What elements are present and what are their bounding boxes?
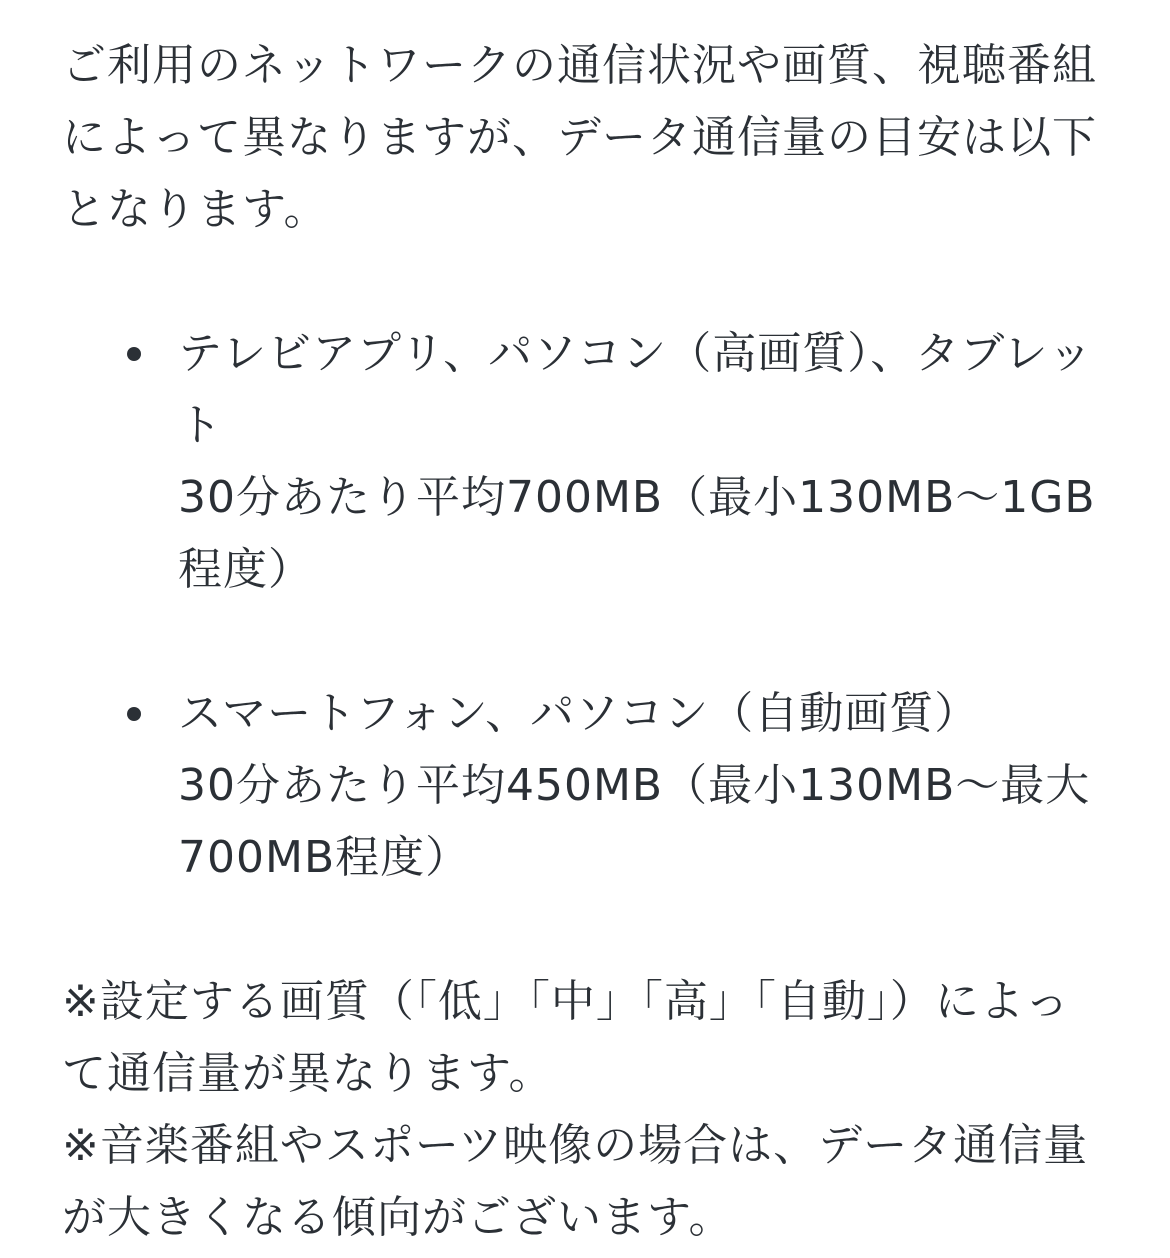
list-item xyxy=(62,318,1100,606)
intro-paragraph: ご利用のネットワークの通信状況や画質、視聴番組によって異なりますが、データ通信量の目安は以下となります。 xyxy=(62,40,1097,235)
usage-value: 30分あたり平均700MB（最小130MB〜1GB程度） xyxy=(178,472,1096,595)
notes xyxy=(62,966,1100,1254)
bullet-icon xyxy=(127,347,141,361)
note-music-sports: ※音楽番組やスポーツ映像の場合は、データ通信量が大きくなる傾向がございます。 xyxy=(62,1120,1089,1243)
device-label: テレビアプリ、パソコン（高画質）、タブレット xyxy=(178,328,1094,451)
bullet-icon xyxy=(127,707,141,721)
usage-list xyxy=(62,318,1100,894)
device-label: スマートフォン、パソコン（自動画質） xyxy=(178,688,980,739)
usage-value: 30分あたり平均450MB（最小130MB〜最大700MB程度） xyxy=(178,760,1091,883)
note-quality: ※設定する画質（「低」「中」「高」「自動」）によって通信量が異なります。 xyxy=(62,976,1070,1099)
list-item xyxy=(62,678,1100,894)
